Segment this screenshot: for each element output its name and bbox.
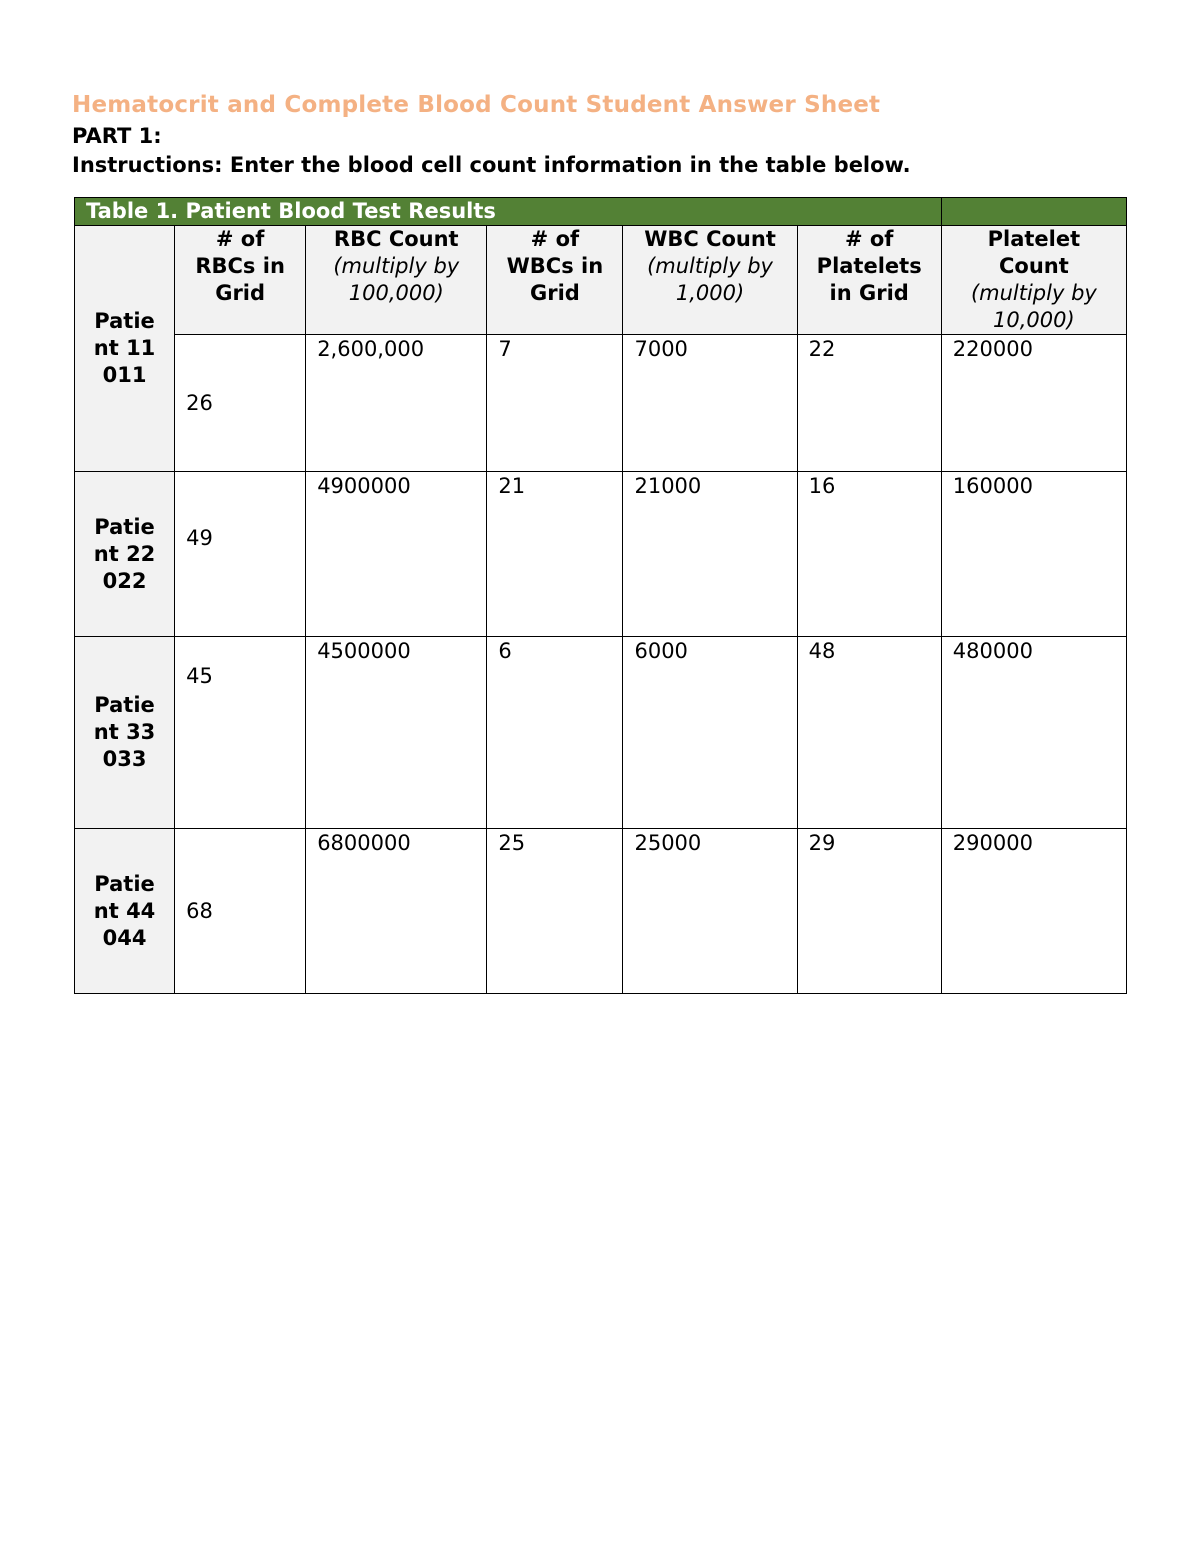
- wbc-grid-cell: 21: [487, 472, 623, 637]
- platelet-grid-cell: 48: [797, 637, 941, 829]
- wbc-count-cell: 25000: [623, 829, 797, 994]
- table-header-row: [75, 226, 1127, 335]
- column-header-rbc-grid: [175, 226, 306, 335]
- platelet-grid-cell: 16: [797, 472, 941, 637]
- patient-label-cell: [75, 637, 175, 829]
- instructions-text: Instructions: Enter the blood cell count information in the table below.: [72, 153, 911, 177]
- header-sub: (multiply by 10,000): [970, 281, 1097, 332]
- rbc-count-cell: 4900000: [306, 472, 487, 637]
- platelet-count-cell: 160000: [941, 472, 1126, 637]
- document-title: Hematocrit and Complete Blood Count Student Answer Sheet: [72, 92, 881, 118]
- wbc-count-cell: 7000: [623, 335, 797, 472]
- patient-label-cell: [75, 829, 175, 994]
- platelet-count-cell: 220000: [941, 335, 1126, 472]
- table-caption-row: [75, 198, 1127, 226]
- table-caption: Table 1. Patient Blood Test Results: [75, 198, 942, 226]
- patient-blood-results-table: [74, 197, 1127, 994]
- patient-label-cell: [75, 226, 175, 472]
- column-header-wbc-count: [623, 226, 797, 335]
- patient-label-cell: [75, 472, 175, 637]
- column-header-wbc-grid: [487, 226, 623, 335]
- rbc-grid-cell: 68: [175, 829, 306, 994]
- rbc-grid-cell: 45: [175, 637, 306, 829]
- header-main: Platelet Count: [987, 227, 1081, 278]
- header-sub: (multiply by 1,000): [647, 254, 773, 305]
- platelet-count-cell: 480000: [941, 637, 1126, 829]
- table-row: [75, 472, 1127, 637]
- rbc-count-cell: 4500000: [306, 637, 487, 829]
- rbc-grid-cell: 49: [175, 472, 306, 637]
- part-heading: PART 1:: [72, 124, 162, 148]
- table-row: [75, 829, 1127, 994]
- wbc-grid-cell: 25: [487, 829, 623, 994]
- wbc-grid-cell: 7: [487, 335, 623, 472]
- table-caption-blank: [941, 198, 1126, 226]
- platelet-count-cell: 290000: [941, 829, 1126, 994]
- header-main: WBC Count: [644, 227, 776, 251]
- header-main: # of RBCs in Grid: [195, 227, 285, 305]
- platelet-grid-cell: 22: [797, 335, 941, 472]
- wbc-grid-cell: 6: [487, 637, 623, 829]
- header-main: # of Platelets in Grid: [816, 227, 922, 305]
- wbc-count-cell: 21000: [623, 472, 797, 637]
- rbc-count-cell: 6800000: [306, 829, 487, 994]
- column-header-platelet-grid: [797, 226, 941, 335]
- patient-label: Patient 22022: [93, 514, 156, 593]
- patient-label: Patient 44044: [93, 871, 156, 950]
- table-row: [75, 335, 1127, 472]
- rbc-grid-cell: 26: [175, 335, 306, 472]
- patient-label: Patient 11011: [93, 309, 156, 387]
- platelet-grid-cell: 29: [797, 829, 941, 994]
- rbc-count-cell: 2,600,000: [306, 335, 487, 472]
- header-main: RBC Count: [333, 227, 459, 251]
- column-header-platelet-count: [941, 226, 1126, 335]
- patient-label: Patient 33033: [93, 693, 156, 771]
- wbc-count-cell: 6000: [623, 637, 797, 829]
- column-header-rbc-count: [306, 226, 487, 335]
- header-sub: (multiply by 100,000): [333, 254, 460, 305]
- table-row: [75, 637, 1127, 829]
- header-main: # of WBCs in Grid: [506, 227, 604, 305]
